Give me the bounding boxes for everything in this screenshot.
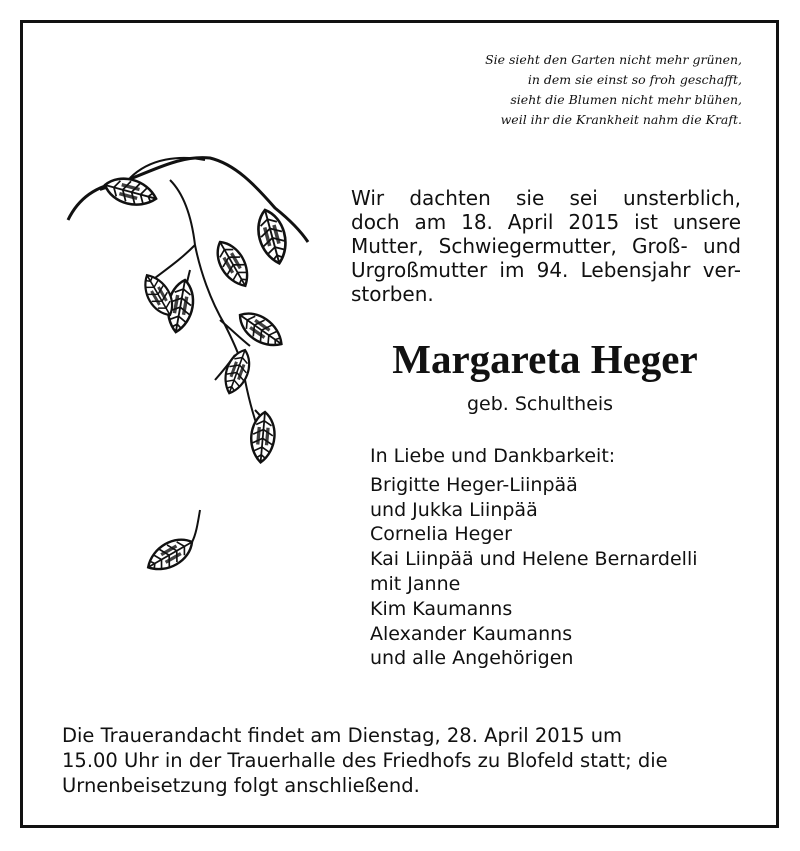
mourner-name: Cornelia Heger [370, 523, 512, 546]
service-line: 15.00 Uhr in der Trauerhalle des Friedhofs zu Blofeld statt; die [62, 749, 668, 772]
service-line: Die Trauerandacht findet am Dienstag, 28. April 2015 um [62, 724, 623, 747]
death-announcement [351, 186, 741, 306]
announcement-line: Urgroßmutter im 94. Lebensjahr ver- [351, 258, 741, 282]
mourner-name: Kai Liinpää und Helene Bernardelli [370, 548, 698, 571]
mourner-name: und alle Angehörigen [370, 647, 574, 670]
poem-line: sieht die Blumen nicht mehr blühen, [510, 92, 742, 107]
mourner-name: Brigitte Heger-Liinpää [370, 473, 578, 496]
mourners-list [370, 444, 760, 671]
announcement-line: Mutter, Schwiegermutter, Groß- und [351, 234, 741, 258]
poem-verse [422, 50, 742, 130]
poem-line: Sie sieht den Garten nicht mehr grünen, [485, 52, 742, 67]
mourner-name: Kim Kaumanns [370, 597, 513, 620]
service-details [62, 723, 746, 798]
announcement-line: storben. [351, 282, 434, 306]
mourners-heading: In Liebe und Dankbarkeit: [370, 445, 616, 467]
deceased-name: Margareta Heger [392, 336, 698, 382]
announcement-line: Wir dachten sie sei unsterblich, [351, 186, 741, 210]
birch-branch-icon [60, 150, 330, 600]
mourner-name: mit Janne [370, 572, 461, 595]
poem-line: weil ihr die Krankheit nahm die Kraft. [500, 112, 742, 127]
poem-line: in dem sie einst so froh geschafft, [527, 72, 742, 87]
mourner-name: und Jukka Liinpää [370, 498, 538, 521]
birth-name: geb. Schultheis [466, 393, 614, 415]
mourner-name: Alexander Kaumanns [370, 622, 573, 645]
announcement-line: doch am 18. April 2015 ist unsere [351, 210, 741, 234]
service-line: Urnenbeisetzung folgt anschließend. [62, 774, 420, 797]
